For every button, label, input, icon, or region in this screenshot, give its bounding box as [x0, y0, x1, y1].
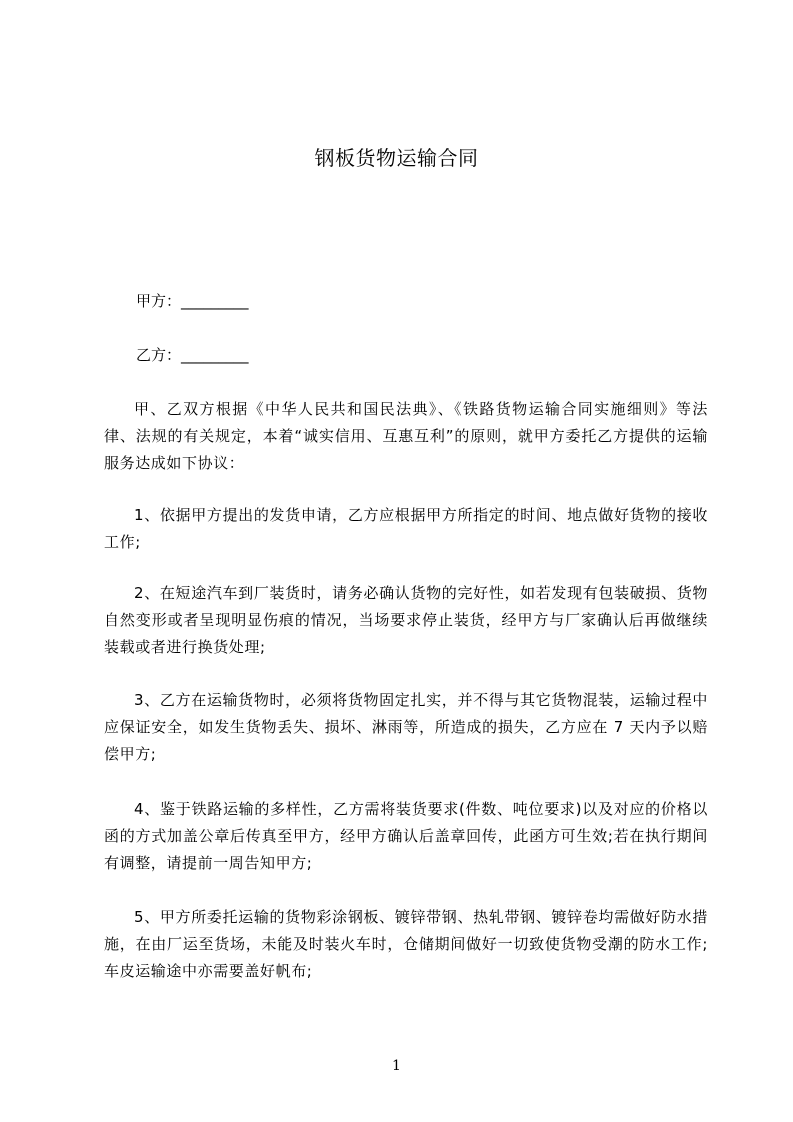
party-b-line: 乙方：_________	[136, 346, 249, 364]
page-number: 1	[392, 1058, 401, 1074]
party-a-line: 甲方：_________	[136, 292, 249, 310]
clause-2: 2、在短途汽车到厂装货时，请务必确认货物的完好性，如若发现有包装破损、货物自然变形或者呈现明显伤痕的情况，当场要求停止装货，经甲方与厂家确认后再做继续装载或者进行换货处理;	[104, 584, 708, 656]
clause-4: 4、鉴于铁路运输的多样性，乙方需将装货要求(件数、吨位要求)以及对应的价格以函的方式加盖公章后传真至甲方，经甲方确认后盖章回传，此函方可生效;若在执行期间有调整，请提前一周告知甲方;	[104, 800, 708, 872]
clause-1: 1、依据甲方提出的发货申请，乙方应根据甲方所指定的时间、地点做好货物的接收工作;	[104, 506, 708, 551]
intro-paragraph: 甲、乙双方根据《中华人民共和国民法典》、《铁路货物运输合同实施细则》等法律、法规的有关规定，本着“诚实信用、互惠互利”的原则，就甲方委托乙方提供的运输服务达成如下协议：	[104, 400, 708, 472]
clause-5: 5、甲方所委托运输的货物彩涂钢板、镀锌带钢、热轧带钢、镀锌卷均需做好防水措施，在由厂运至货场，未能及时装火车时，仓储期间做好一切致使货物受潮的防水工作;车皮运输途中亦需要盖好帆布;	[104, 908, 708, 980]
document-title: 钢板货物运输合同	[314, 146, 479, 170]
clause-3: 3、乙方在运输货物时，必须将货物固定扎实，并不得与其它货物混装，运输过程中应保证安全，如发生货物丢失、损坏、淋雨等，所造成的损失，乙方应在 7 天内予以赔偿甲方;	[104, 691, 708, 763]
